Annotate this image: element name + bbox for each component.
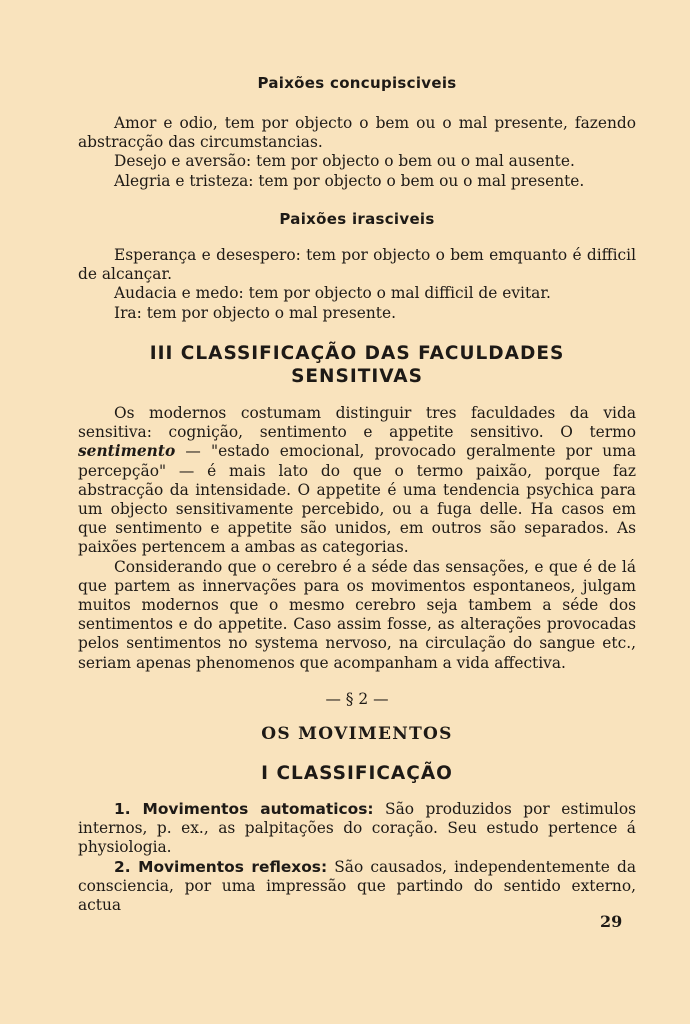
- list-item: [78, 800, 636, 858]
- item-text: São produzidos por estimulos internos, p. ex., as palpitações do coração. Seu estudo pertence á physiologia.: [78, 800, 636, 857]
- paragraph: Audacia e medo: tem por objecto o mal difficil de evitar.: [114, 284, 551, 303]
- block-concupisciveis: [78, 114, 636, 191]
- paragraph: Considerando que o cerebro é a séde das sensações, e que é de lá que partem as innervações para os movimentos espontaneos, julgam muitos modernos que o mesmo cerebro seja tambem a séde dos sentimentos e do appetite. Caso assim fosse, as alterações provocadas pelos sentimentos no systema nervoso, na circulação do sangue etc., seriam apenas phenomenos que acompanham a vida affectiva.: [78, 557, 636, 672]
- paragraph: Alegria e tristeza: tem por objecto o bem ou o mal presente.: [114, 171, 585, 190]
- block-irasciveis: [78, 246, 636, 323]
- chapter-heading-line-2: SENSITIVAS: [291, 366, 423, 387]
- block-faculdades: [78, 404, 636, 673]
- paragraph: Amor e odio, tem por objecto o bem ou o mal presente, fazendo abstracção das circumstancias.: [78, 114, 636, 152]
- item-label: 1. Movimentos automaticos:: [114, 800, 374, 818]
- paragraph: Desejo e aversão: tem por objecto o bem ou o mal ausente.: [114, 152, 575, 171]
- item-text: São causados, independentemente da consciencia, por uma impressão que partindo do sentido externo, actua: [78, 857, 637, 915]
- heading-paixoes-irasciveis: Paixões irasciveis: [279, 210, 435, 228]
- emphasis-sentimento: sentimento: [78, 442, 176, 461]
- section-mark: — § 2 —: [325, 690, 389, 708]
- heading-os-movimentos: OS MOVIMENTOS: [261, 724, 453, 744]
- paragraph: Esperança e desespero: tem por objecto o bem emquanto é difficil de alcançar.: [78, 246, 636, 284]
- chapter-heading-line-1: III CLASSIFICAÇÃO DAS FACULDADES: [149, 343, 565, 364]
- page-number: 29: [600, 912, 623, 931]
- item-label: 2. Movimentos reflexos:: [114, 857, 328, 876]
- block-movimentos: [78, 800, 636, 915]
- heading-paixoes-concupisciveis: Paixões concupisciveis: [257, 74, 457, 92]
- list-item: [78, 858, 636, 916]
- chapter-heading: [78, 342, 636, 388]
- paragraph: Ira: tem por objecto o mal presente.: [114, 303, 396, 322]
- text-run: — "estado emocional, provocado geralmente por uma percepção" — é mais lato do que o termo paixão, porque faz abstracção da intensidade. O appetite é uma tendencia psychica para um objecto sensitivamente percebido, ou a fuga delle. Ha casos em que sentimento e appetite são unidos, em outros são separados. As paixões pertencem a ambas as categorias.: [78, 442, 636, 557]
- paragraph: [78, 404, 636, 558]
- text-run: Os modernos costumam distinguir tres faculdades da vida sensitiva: cognição, sentimento e appetite sensitivo. O termo: [78, 404, 636, 442]
- heading-classificacao: I CLASSIFICAÇÃO: [261, 763, 453, 784]
